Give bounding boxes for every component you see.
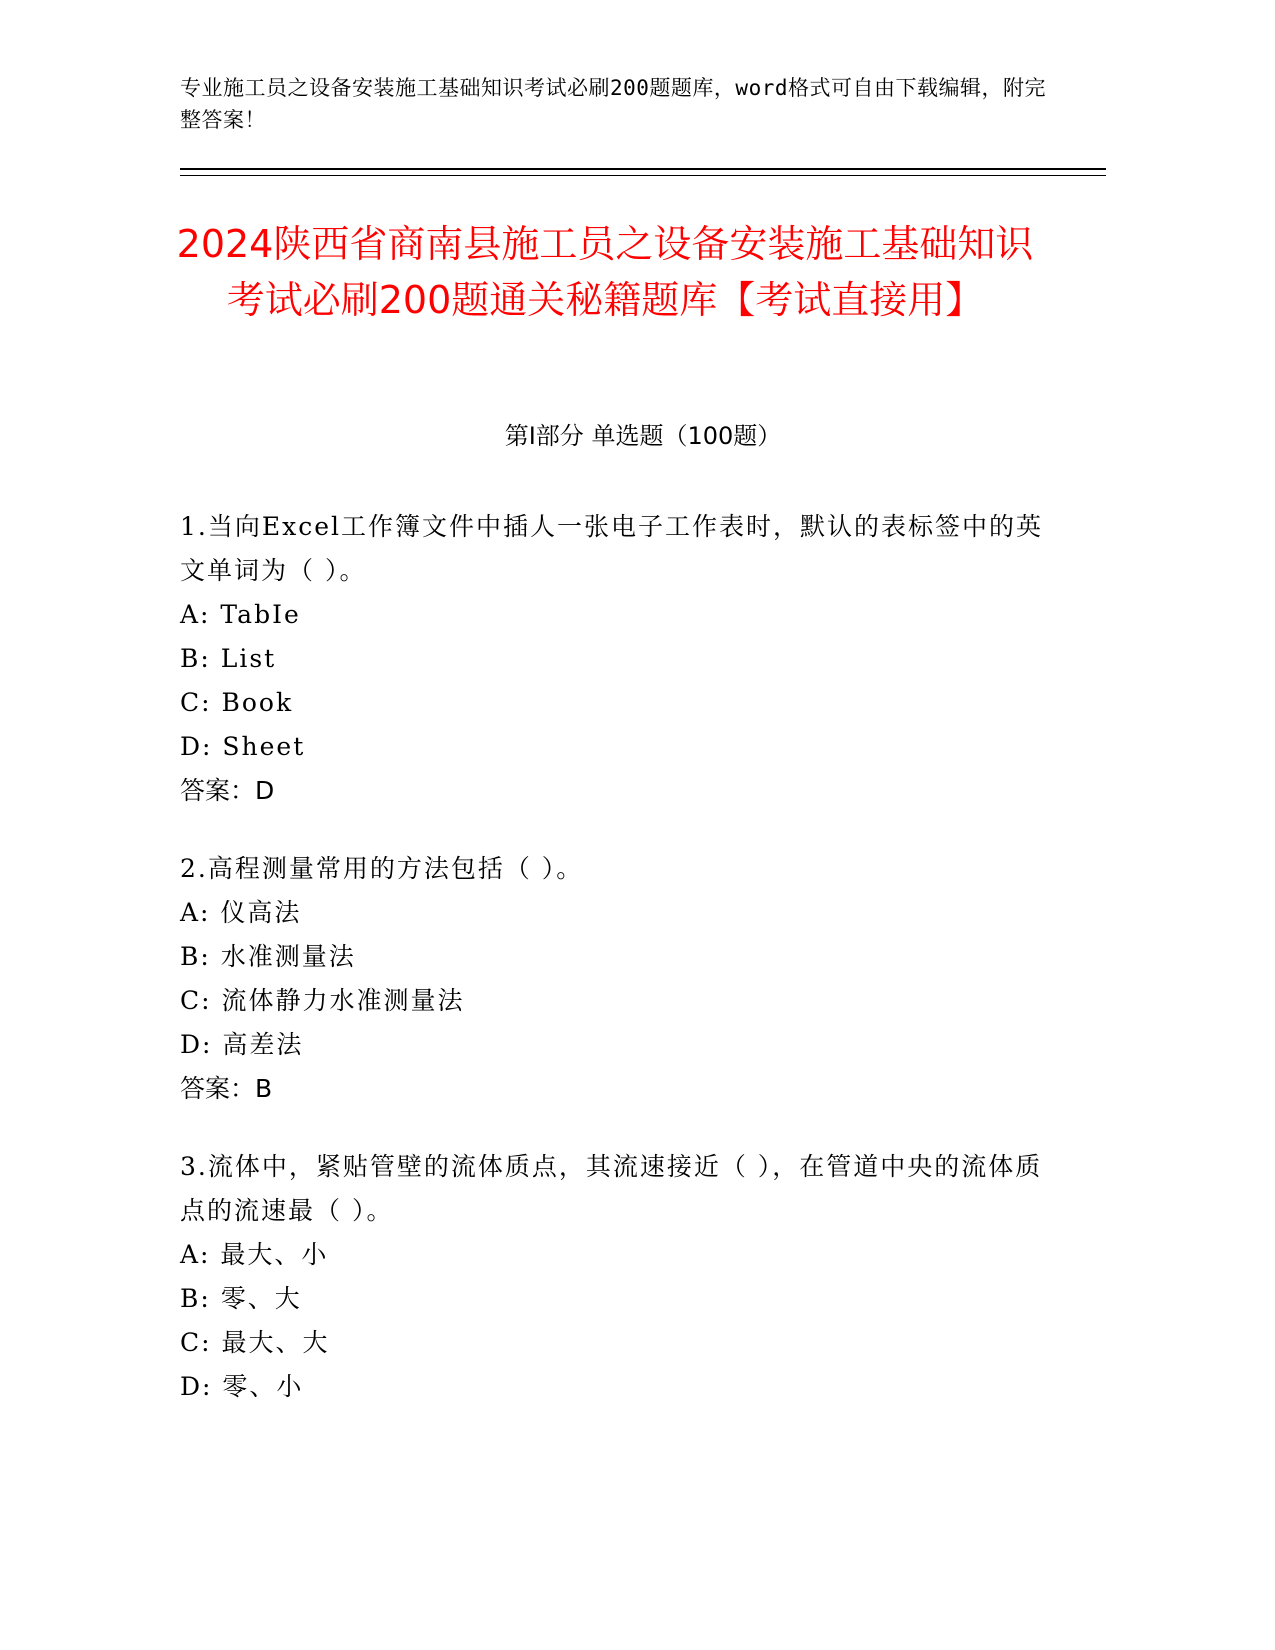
option-b: B: List: [180, 644, 277, 673]
option-d: D: Sheet: [180, 732, 306, 761]
option-c: C: 流体静力水准测量法: [180, 986, 465, 1015]
option-d: D: 高差法: [180, 1030, 304, 1059]
option-a: A: 仪高法: [180, 898, 302, 927]
header-divider-thick: [180, 168, 1106, 170]
answer-line: 答案：D: [180, 776, 275, 805]
question-list: [180, 505, 1060, 1443]
question-stem: 3.流体中，紧贴管壁的流体质点，其流速接近（ ），在管道中央的流体质点的流速最（ ）。: [180, 1152, 1043, 1225]
answer-line: 答案：B: [180, 1074, 273, 1103]
option-c: C: Book: [180, 688, 294, 717]
question-stem: 2.高程测量常用的方法包括（ ）。: [180, 854, 584, 883]
question-item: [180, 847, 1060, 1111]
section-heading: 第I部分 单选题（100题）: [504, 422, 782, 450]
question-item: [180, 505, 1060, 813]
option-b: B: 零、大: [180, 1284, 302, 1313]
option-a: A: 最大、小: [180, 1240, 329, 1269]
header-divider-thin: [180, 175, 1106, 176]
question-stem: 1.当向Excel工作簿文件中插人一张电子工作表时，默认的表标签中的英文单词为（ ）。: [180, 512, 1043, 585]
header-note: 专业施工员之设备安装施工基础知识考试必刷200题题库，word格式可自由下载编辑，附完整答案！: [180, 76, 1046, 132]
option-a: A: TabIe: [180, 600, 301, 629]
question-item: [180, 1145, 1060, 1409]
option-b: B: 水准测量法: [180, 942, 356, 971]
document-title: 2024陕西省商南县施工员之设备安装施工基础知识考试必刷200题通关秘籍题库【考试直接用】: [176, 222, 1034, 322]
option-d: D: 零、小: [180, 1372, 304, 1401]
option-c: C: 最大、大: [180, 1328, 330, 1357]
